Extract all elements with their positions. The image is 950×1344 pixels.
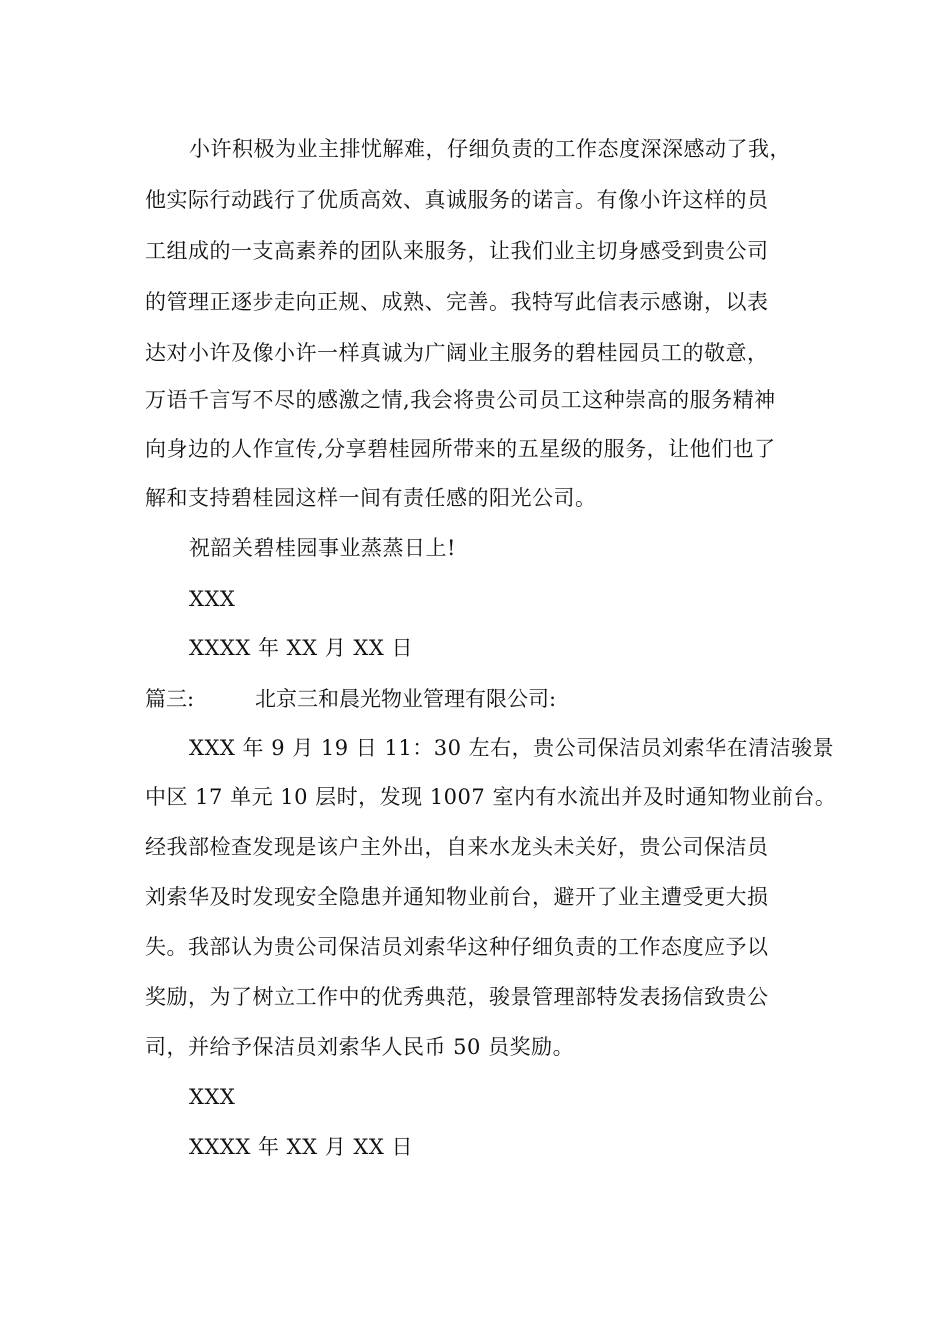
signature: XXX: [189, 1085, 236, 1109]
paragraph-line: 奖励，为了树立工作中的优秀典范，骏景管理部特发表扬信致贵公: [145, 985, 769, 1009]
paragraph-line: 万语千言写不尽的感激之情,我会将贵公司员工这种崇高的服务精神: [145, 388, 776, 412]
paragraph-line: 中区 17 单元 10 层时，发现 1007 室内有水流出并及时通知物业前台。: [145, 785, 837, 809]
paragraph-line: 经我部检查发现是该户主外出，自来水龙头未关好，贵公司保洁员: [145, 835, 769, 859]
section-label: 篇三:: [145, 687, 195, 711]
paragraph-line: 达对小许及像小许一样真诚为广阔业主服务的碧桂园员工的敬意，: [145, 341, 769, 365]
paragraph-line: 刘索华及时发现安全隐患并通知物业前台，避开了业主遭受更大损: [145, 885, 769, 909]
signature: XXX: [189, 587, 236, 611]
date-line: XXXX 年 XX 月 XX 日: [189, 1135, 413, 1159]
paragraph-line: 解和支持碧桂园这样一间有责任感的阳光公司。: [145, 486, 597, 510]
paragraph-line: 司，并给予保洁员刘索华人民币 50 员奖励。: [145, 1035, 575, 1059]
paragraph-line: 工组成的一支高素养的团队来服务，让我们业主切身感受到贵公司: [145, 239, 769, 263]
date-line: XXXX 年 XX 月 XX 日: [189, 636, 413, 660]
addressee: 北京三和晨光物业管理有限公司:: [255, 687, 557, 711]
paragraph-line: XXX 年 9 月 19 日 11：30 左右，贵公司保洁员刘索华在清洁骏景: [189, 736, 835, 760]
section-heading: [145, 684, 845, 714]
paragraph-line: 小许积极为业主排忧解难，仔细负责的工作态度深深感动了我，: [189, 137, 791, 161]
paragraph-line: 失。我部认为贵公司保洁员刘索华这种仔细负责的工作态度应予以: [145, 935, 769, 959]
paragraph-line: 向身边的人作宣传,分享碧桂园所带来的五星级的服务，让他们也了: [145, 437, 776, 461]
paragraph-line: 的管理正逐步走向正规、成熟、完善。我特写此信表示感谢，以表: [145, 290, 769, 314]
paragraph-line: 他实际行动践行了优质高效、真诚服务的诺言。有像小许这样的员: [145, 188, 769, 212]
closing-wish: 祝韶关碧桂园事业蒸蒸日上!: [189, 536, 456, 560]
